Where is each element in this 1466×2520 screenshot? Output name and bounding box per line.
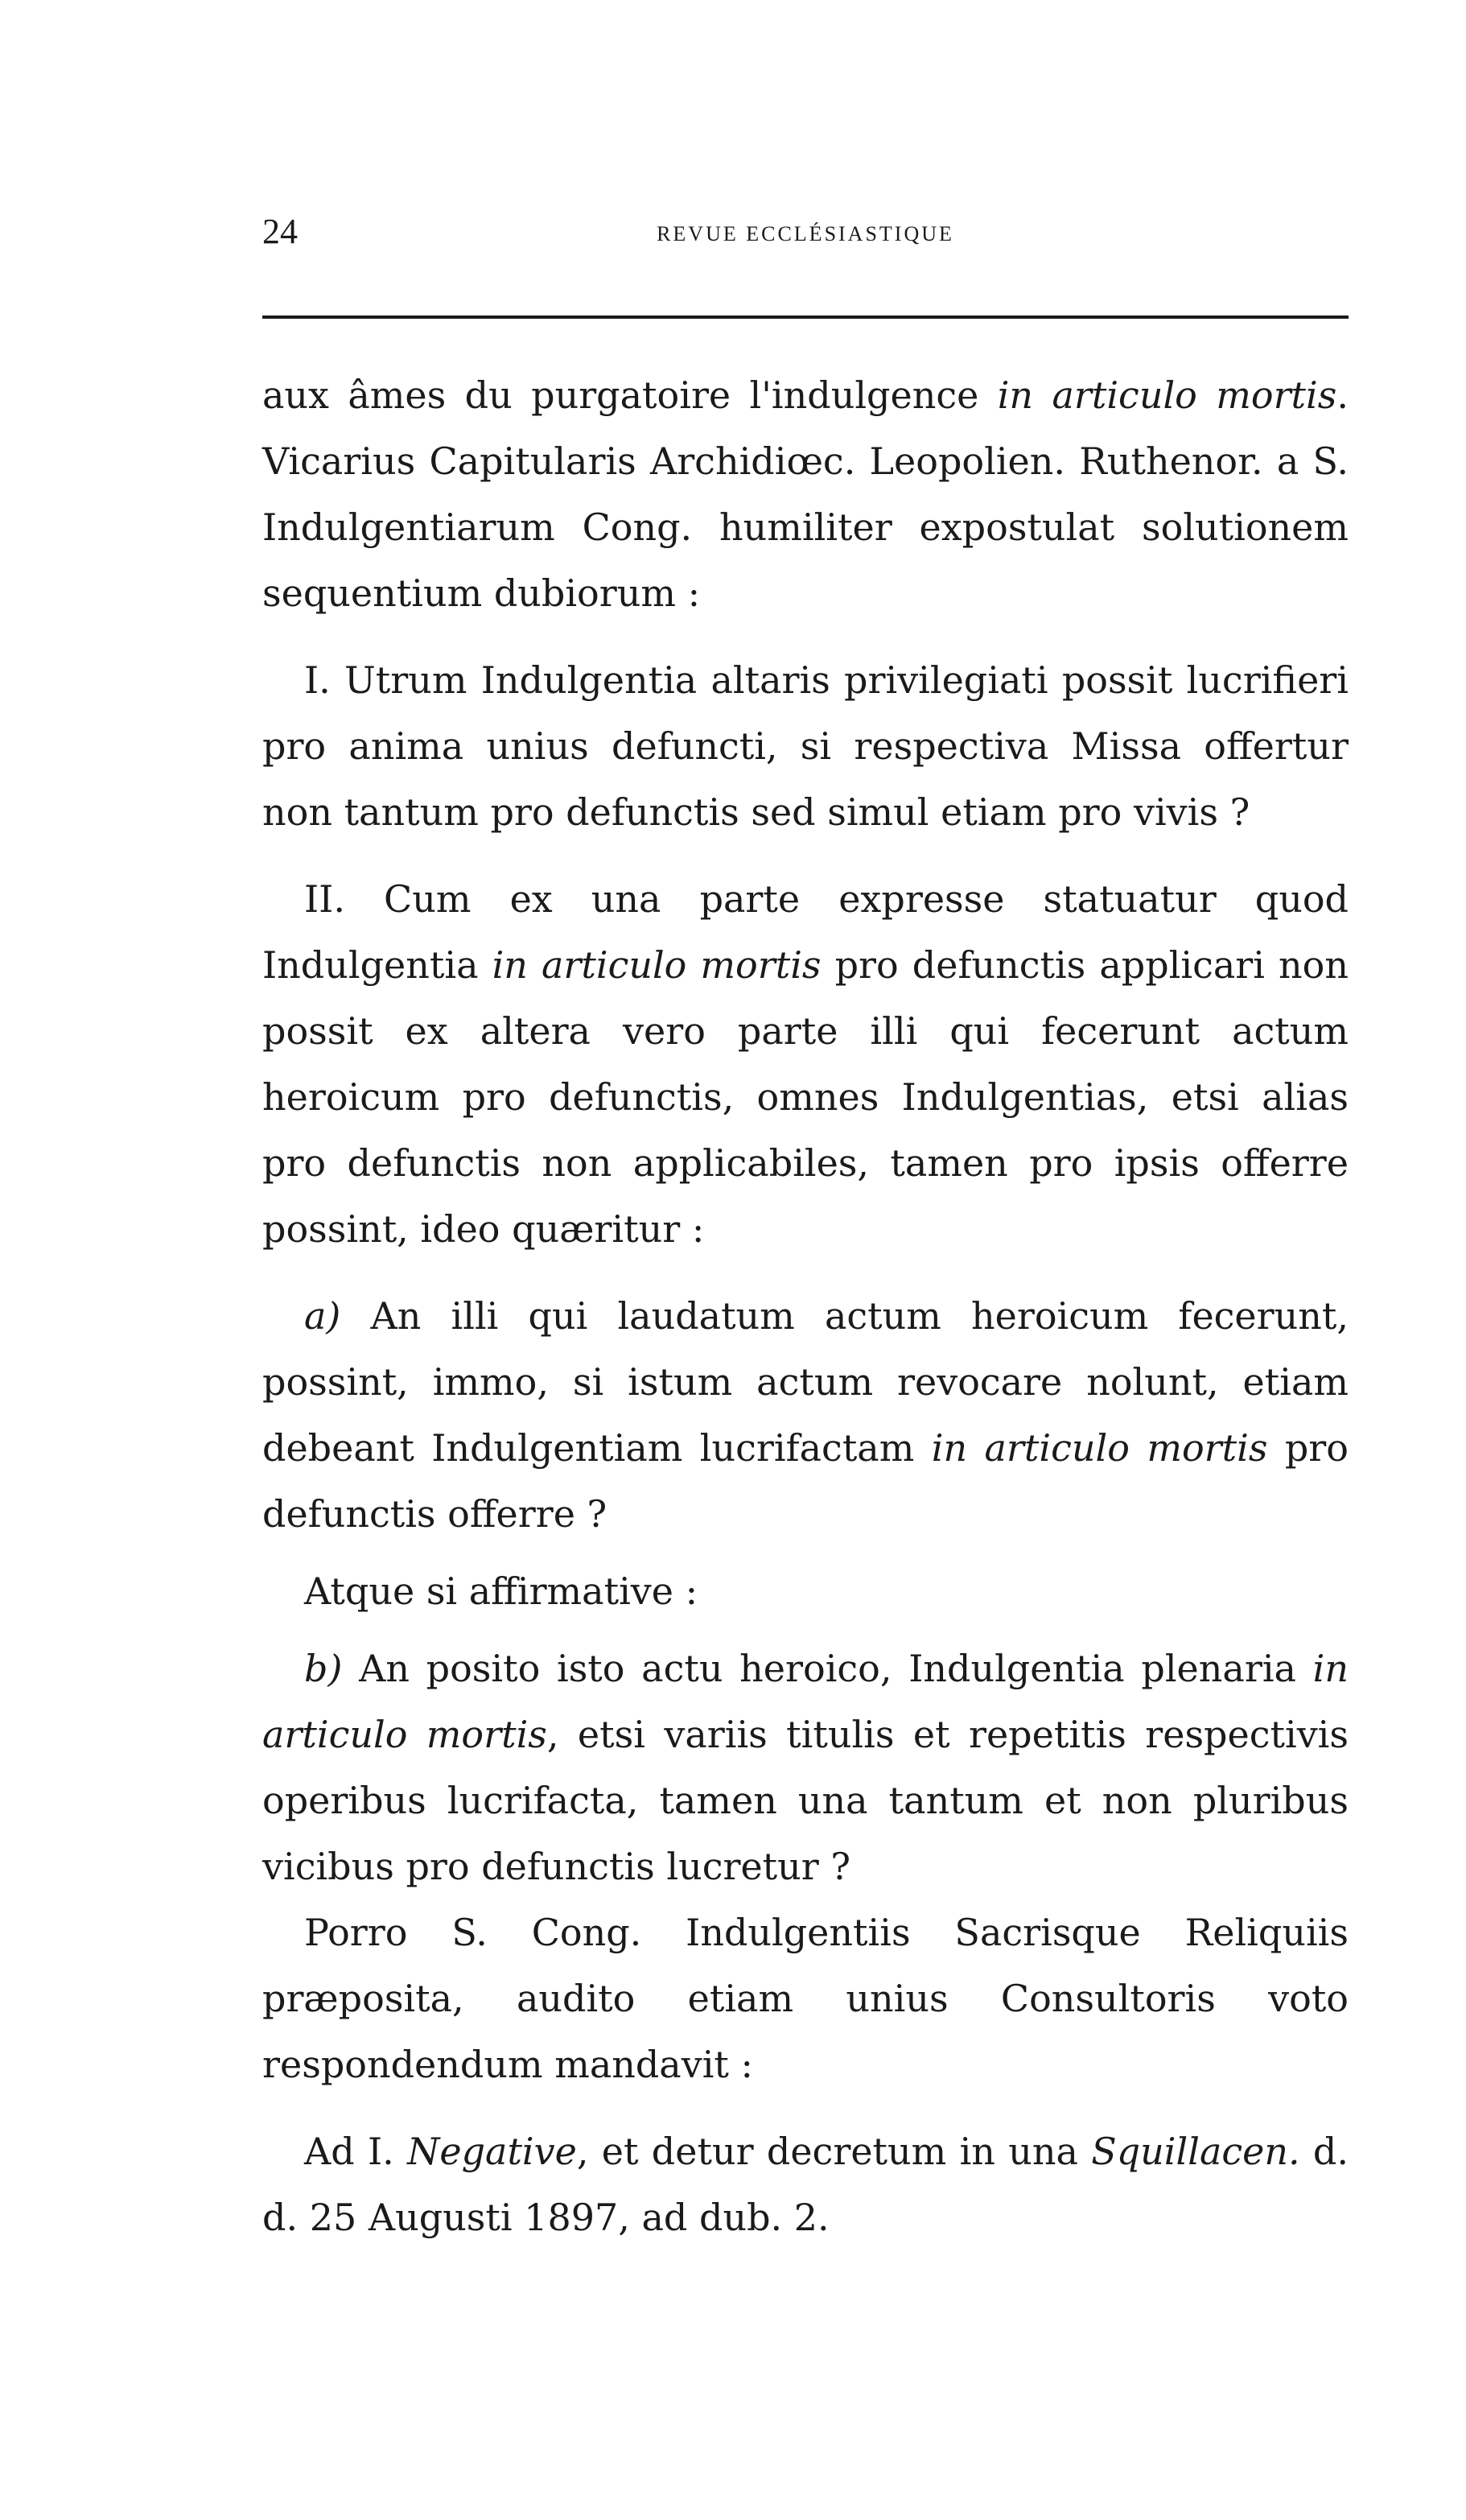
- paragraph-answer-1: [262, 2118, 1349, 2250]
- text-run: An illi qui laudatum actum heroicum fecerunt, possint, immo, si istum actum revocare nolunt, etiam debeant Indulgentiam lucrifactam: [262, 1294, 1349, 1470]
- page-body: [262, 362, 1349, 2250]
- text-run: pro defunctis offerre ?: [262, 1426, 1349, 1536]
- text-run: d. d. 25 Augusti 1897, ad dub. 2.: [262, 2130, 1349, 2239]
- paragraph-subquestion-a: [262, 1283, 1349, 1547]
- running-title: REVUE ECCLÉSIASTIQUE: [657, 222, 954, 245]
- italic-run: in articulo mortis: [931, 1426, 1268, 1470]
- paragraph-question-1: I. Utrum Indulgentia altaris privilegiati possit lucrifieri pro anima unius defuncti, si respectiva Missa offertur non tantum pro defunctis sed simul etiam pro vivis ?: [262, 658, 1349, 834]
- italic-run: in articulo mortis: [492, 943, 822, 987]
- item-label: b): [304, 1647, 343, 1690]
- text-run: . Vicarius Capitularis Archidiœc. Leopolien. Ruthenor. a S. Indulgentiarum Cong. humiliter expostulat solutionem sequentium dubiorum :: [262, 373, 1349, 615]
- paragraph-porro: Porro S. Cong. Indulgentiis Sacrisque Reliquiis præposita, audito etiam unius Consultoris voto respondendum mandavit :: [262, 1911, 1349, 2086]
- text-run: , etsi variis titulis et repetitis respectivis operibus lucrifacta, tamen una tantum et non pluribus vicibus pro defunctis lucretur ?: [262, 1713, 1349, 1888]
- italic-run: in articulo mortis: [997, 373, 1337, 417]
- text-run: An posito isto actu heroico, Indulgentia plenaria: [342, 1647, 1313, 1690]
- page-header: [262, 211, 1349, 267]
- italic-run: in articulo mortis: [262, 1647, 1349, 1756]
- italic-run: Negative: [407, 2130, 577, 2173]
- header-rule: [262, 316, 1349, 319]
- paragraph-question-2: [262, 866, 1349, 1262]
- text-run: aux âmes du purgatoire l'indulgence: [262, 373, 998, 417]
- italic-run: Squillacen.: [1091, 2130, 1300, 2173]
- page-number: 24: [262, 212, 298, 251]
- text-run: II. Cum ex una parte expresse statuatur quod Indulgentia: [262, 877, 1349, 987]
- paragraph-atque: Atque si affirmative :: [304, 1569, 698, 1613]
- text-run: Ad I.: [304, 2130, 408, 2173]
- text-run: pro defunctis applicari non possit ex altera vero parte illi qui fecerunt actum heroicum pro defunctis, omnes Indulgentias, etsi alias pro defunctis non applicabiles, tamen pro ipsis offerre possint, ideo quæritur :: [262, 943, 1349, 1251]
- text-run: , et detur decretum in una: [576, 2130, 1092, 2173]
- item-label: a): [304, 1294, 341, 1338]
- paragraph-intro: [262, 362, 1349, 626]
- paragraph-subquestion-b: [262, 1635, 1349, 1899]
